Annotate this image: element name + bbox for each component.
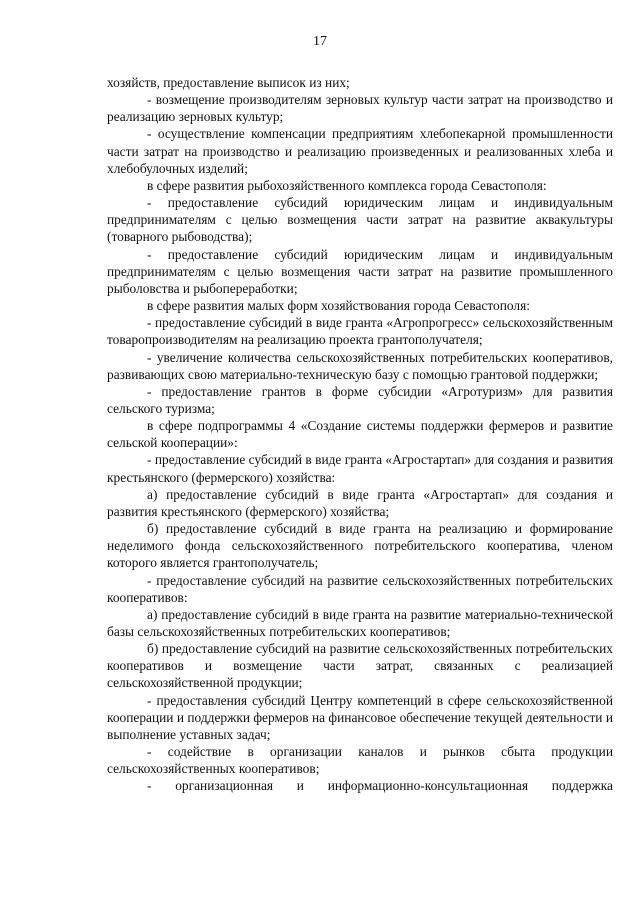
paragraph: - предоставления субсидий Центру компетенций в сфере сельскохозяйственной кооперации и поддержки фермеров на финансовое обеспечение текущей деятельности и выполнение уставных задач; [107,692,613,742]
paragraph: б) предоставление субсидий на развитие сельскохозяйственных потребительских кооперативов и возмещение части затрат, связанных с реализацией сельскохозяйственной продукции; [107,641,613,691]
paragraph: б) предоставление субсидий в виде гранта на реализацию и формирование неделимого фонда сельскохозяйственного потребительского кооператива, членом которого является грантополучатель; [107,521,613,571]
paragraph: - предоставление субсидий в виде гранта «Агростартап» для создания и развития крестьянского (фермерского) хозяйства: [107,452,613,485]
paragraph: - осуществление компенсации предприятиям хлебопекарной промышленности части затрат на производство и реализацию произведенных и реализованных хлеба и хлебобулочных изделий; [107,126,613,176]
paragraph: в сфере развития малых форм хозяйствования города Севастополя: [147,298,530,314]
paragraph: - предоставление субсидий в виде гранта «Агропрогресс» сельскохозяйственным товаропроизводителям на реализацию проекта грантополучателя; [107,315,613,348]
paragraph: - организационная и информационно-консультационная поддержка [147,778,613,794]
paragraph: - предоставление субсидий юридическим лицам и индивидуальным предпринимателям с целью возмещения части затрат на развитие промышленного рыболовства и рыбопереработки; [107,246,613,296]
paragraph: - увеличение количества сельскохозяйственных потребительских кооперативов, развивающих свою материально-техническую базу с помощью грантовой поддержки; [107,349,613,382]
document-body [107,74,613,795]
paragraph: а) предоставление субсидий в виде гранта «Агростартап» для создания и развития крестьянского (фермерского) хозяйства; [107,486,613,519]
paragraph: хозяйств, предоставление выписок из них; [107,75,350,90]
paragraph: а) предоставление субсидий в виде гранта на развитие материально-технической базы сельскохозяйственных потребительских кооперативов; [107,606,613,639]
paragraph: - содействие в организации каналов и рынков сбыта продукции сельскохозяйственных кооперативов; [107,744,613,777]
paragraph: - предоставление субсидий юридическим лицам и индивидуальным предпринимателям с целью возмещения части затрат на развитие аквакультуры (товарного рыбоводства); [107,195,613,245]
paragraph: в сфере развития рыбохозяйственного комплекса города Севастополя: [147,177,547,193]
paragraph: - предоставление субсидий на развитие сельскохозяйственных потребительских кооперативов: [107,572,613,605]
paragraph: - предоставление грантов в форме субсидии «Агротуризм» для развития сельского туризма; [107,383,613,416]
paragraph: в сфере подпрограммы 4 «Создание системы поддержки фермеров и развитие сельской кооперации»: [107,418,613,451]
page-number: 17 [313,34,327,49]
paragraph: - возмещение производителям зерновых культур части затрат на производство и реализацию зерновых культур; [107,92,613,125]
